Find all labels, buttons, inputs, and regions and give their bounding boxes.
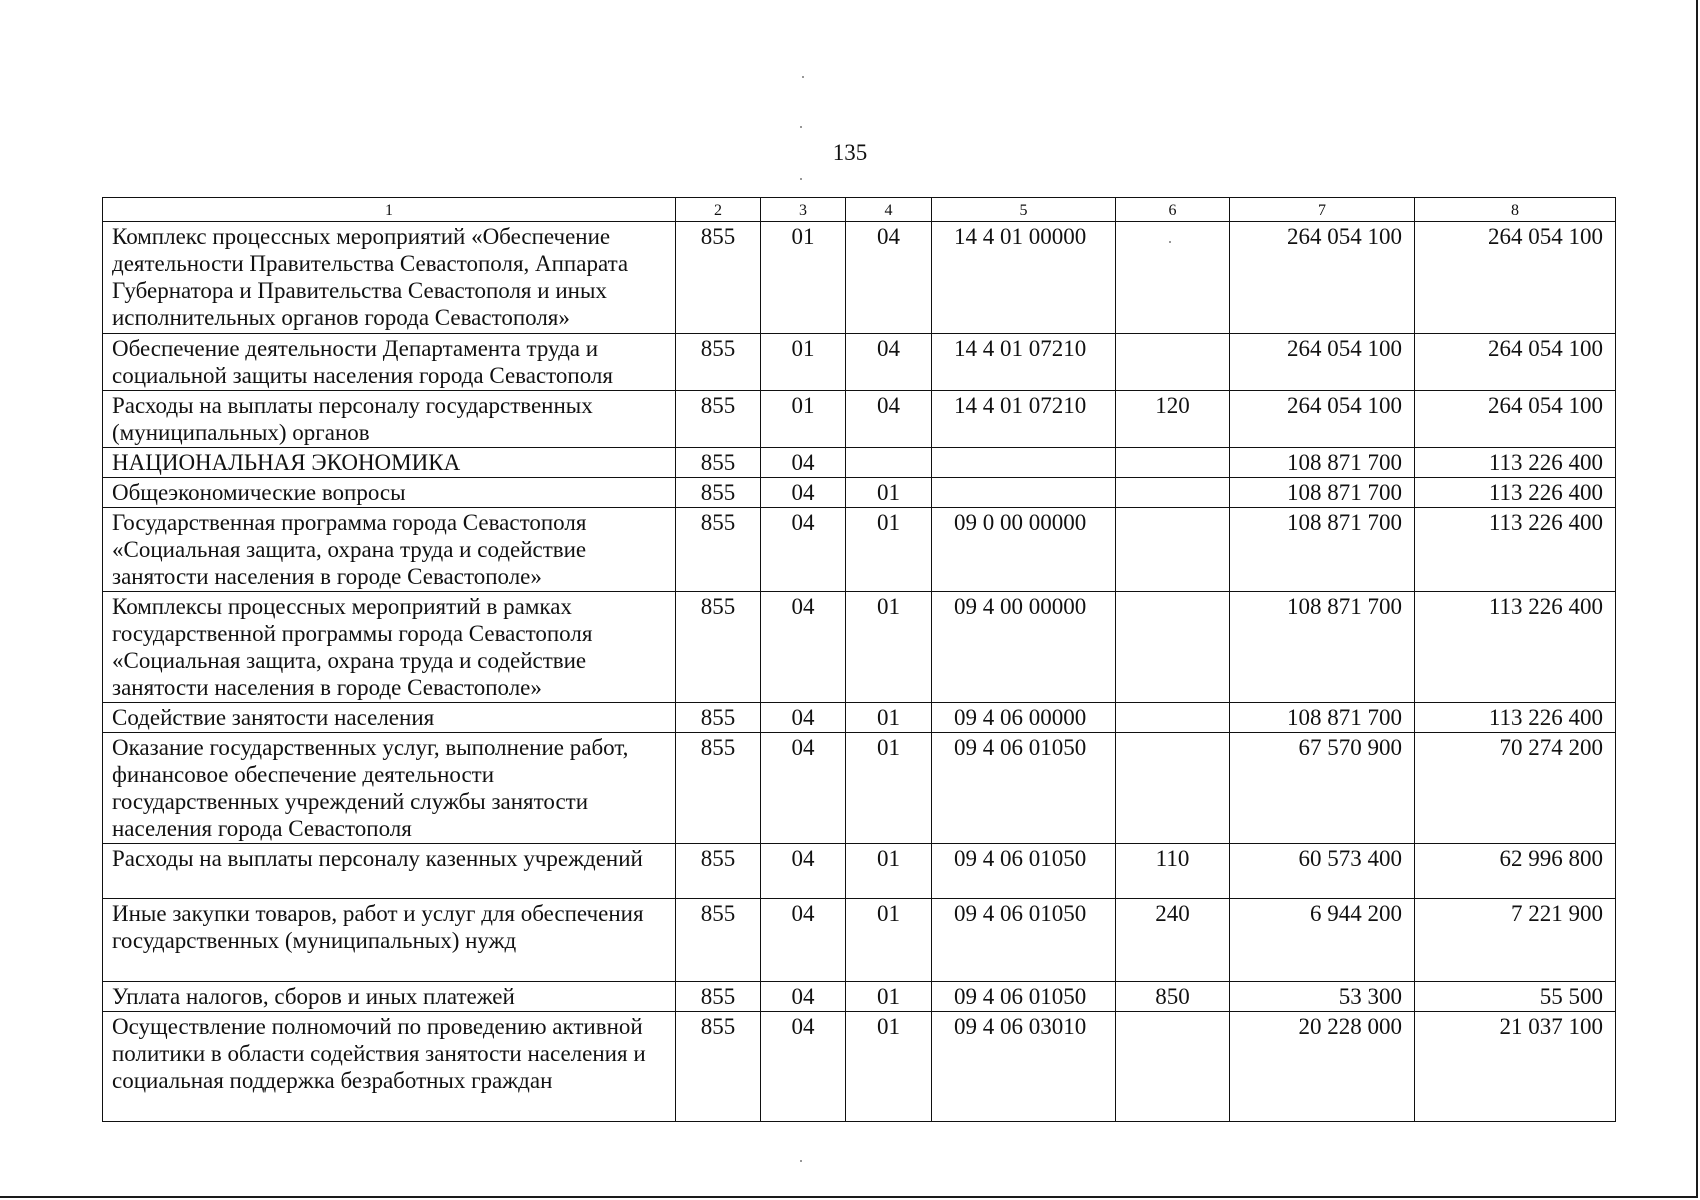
row-target-article: 14 4 01 00000 bbox=[932, 222, 1116, 334]
row-amount-year1: 20 228 000 bbox=[1230, 1012, 1415, 1122]
row-target-article bbox=[932, 448, 1116, 478]
row-expense-type: 120 bbox=[1116, 391, 1230, 448]
scan-speck bbox=[800, 1160, 802, 1162]
row-expense-type bbox=[1116, 508, 1230, 592]
row-subsection-code: 01 bbox=[846, 899, 932, 982]
table-row bbox=[103, 222, 1616, 334]
row-expense-type: 850 bbox=[1116, 982, 1230, 1012]
scan-speck bbox=[1169, 241, 1171, 243]
row-amount-year1: 60 573 400 bbox=[1230, 844, 1415, 899]
row-amount-year1: 108 871 700 bbox=[1230, 448, 1415, 478]
row-expense-type: 240 bbox=[1116, 899, 1230, 982]
row-grbs-code: 855 bbox=[676, 448, 761, 478]
row-amount-year1: 6 944 200 bbox=[1230, 899, 1415, 982]
row-grbs-code: 855 bbox=[676, 222, 761, 334]
column-number: 5 bbox=[932, 198, 1116, 222]
row-expense-type bbox=[1116, 448, 1230, 478]
row-grbs-code: 855 bbox=[676, 703, 761, 733]
row-section-code: 04 bbox=[761, 844, 846, 899]
row-name: Общеэкономические вопросы bbox=[103, 478, 676, 508]
table-row bbox=[103, 703, 1616, 733]
row-target-article: 14 4 01 07210 bbox=[932, 391, 1116, 448]
row-expense-type bbox=[1116, 478, 1230, 508]
row-section-code: 04 bbox=[761, 899, 846, 982]
row-amount-year2: 264 054 100 bbox=[1415, 391, 1616, 448]
row-name: НАЦИОНАЛЬНАЯ ЭКОНОМИКА bbox=[103, 448, 676, 478]
table-row bbox=[103, 334, 1616, 391]
table-row bbox=[103, 899, 1616, 982]
row-amount-year2: 113 226 400 bbox=[1415, 448, 1616, 478]
row-name: Расходы на выплаты персоналу казенных учреждений bbox=[103, 844, 676, 899]
row-expense-type bbox=[1116, 592, 1230, 703]
scan-speck bbox=[800, 126, 802, 128]
row-section-code: 01 bbox=[761, 391, 846, 448]
row-section-code: 04 bbox=[761, 982, 846, 1012]
scan-speck bbox=[800, 178, 802, 180]
row-name: Иные закупки товаров, работ и услуг для обеспечения государственных (муниципальных) нужд bbox=[103, 899, 676, 982]
row-section-code: 01 bbox=[761, 222, 846, 334]
row-amount-year1: 108 871 700 bbox=[1230, 478, 1415, 508]
row-target-article bbox=[932, 478, 1116, 508]
row-grbs-code: 855 bbox=[676, 844, 761, 899]
row-subsection-code: 01 bbox=[846, 478, 932, 508]
row-expense-type bbox=[1116, 703, 1230, 733]
row-target-article: 09 0 00 00000 bbox=[932, 508, 1116, 592]
row-section-code: 04 bbox=[761, 508, 846, 592]
row-amount-year2: 113 226 400 bbox=[1415, 592, 1616, 703]
row-amount-year1: 264 054 100 bbox=[1230, 334, 1415, 391]
table-row bbox=[103, 844, 1616, 899]
row-grbs-code: 855 bbox=[676, 982, 761, 1012]
row-expense-type bbox=[1116, 334, 1230, 391]
row-grbs-code: 855 bbox=[676, 478, 761, 508]
row-name: Содействие занятости населения bbox=[103, 703, 676, 733]
row-section-code: 04 bbox=[761, 1012, 846, 1122]
row-section-code: 04 bbox=[761, 703, 846, 733]
row-amount-year1: 108 871 700 bbox=[1230, 703, 1415, 733]
column-number: 4 bbox=[846, 198, 932, 222]
row-amount-year1: 264 054 100 bbox=[1230, 222, 1415, 334]
row-section-code: 04 bbox=[761, 448, 846, 478]
row-name: Оказание государственных услуг, выполнение работ, финансовое обеспечение деятельности государственных учреждений службы занятости населения города Севастополя bbox=[103, 733, 676, 844]
row-expense-type bbox=[1116, 1012, 1230, 1122]
row-subsection-code: 01 bbox=[846, 733, 932, 844]
column-number: 6 bbox=[1116, 198, 1230, 222]
row-subsection-code: 01 bbox=[846, 592, 932, 703]
column-number-row bbox=[103, 198, 1616, 222]
column-number: 2 bbox=[676, 198, 761, 222]
column-number: 7 bbox=[1230, 198, 1415, 222]
table-row bbox=[103, 1012, 1616, 1122]
row-grbs-code: 855 bbox=[676, 899, 761, 982]
row-target-article: 09 4 06 00000 bbox=[932, 703, 1116, 733]
row-section-code: 01 bbox=[761, 334, 846, 391]
row-amount-year2: 113 226 400 bbox=[1415, 478, 1616, 508]
table-row bbox=[103, 592, 1616, 703]
table-row bbox=[103, 448, 1616, 478]
table-row bbox=[103, 478, 1616, 508]
row-subsection-code: 04 bbox=[846, 222, 932, 334]
row-amount-year1: 108 871 700 bbox=[1230, 592, 1415, 703]
column-number: 1 bbox=[103, 198, 676, 222]
page-number: 135 bbox=[832, 140, 868, 165]
row-subsection-code: 01 bbox=[846, 1012, 932, 1122]
row-target-article: 09 4 06 03010 bbox=[932, 1012, 1116, 1122]
budget-table bbox=[102, 197, 1616, 1122]
row-amount-year2: 7 221 900 bbox=[1415, 899, 1616, 982]
table-row bbox=[103, 982, 1616, 1012]
row-grbs-code: 855 bbox=[676, 733, 761, 844]
row-amount-year2: 113 226 400 bbox=[1415, 508, 1616, 592]
row-section-code: 04 bbox=[761, 592, 846, 703]
row-amount-year2: 55 500 bbox=[1415, 982, 1616, 1012]
row-subsection-code: 01 bbox=[846, 508, 932, 592]
row-expense-type bbox=[1116, 733, 1230, 844]
row-name: Уплата налогов, сборов и иных платежей bbox=[103, 982, 676, 1012]
row-amount-year2: 21 037 100 bbox=[1415, 1012, 1616, 1122]
row-amount-year1: 53 300 bbox=[1230, 982, 1415, 1012]
row-target-article: 09 4 06 01050 bbox=[932, 733, 1116, 844]
row-target-article: 09 4 06 01050 bbox=[932, 982, 1116, 1012]
row-target-article: 09 4 06 01050 bbox=[932, 899, 1116, 982]
row-name: Обеспечение деятельности Департамента труда и социальной защиты населения города Севастополя bbox=[103, 334, 676, 391]
row-target-article: 14 4 01 07210 bbox=[932, 334, 1116, 391]
table-row bbox=[103, 508, 1616, 592]
table-row bbox=[103, 733, 1616, 844]
row-grbs-code: 855 bbox=[676, 334, 761, 391]
row-section-code: 04 bbox=[761, 733, 846, 844]
row-amount-year2: 113 226 400 bbox=[1415, 703, 1616, 733]
row-grbs-code: 855 bbox=[676, 508, 761, 592]
row-target-article: 09 4 00 00000 bbox=[932, 592, 1116, 703]
row-name: Расходы на выплаты персоналу государственных (муниципальных) органов bbox=[103, 391, 676, 448]
row-amount-year1: 264 054 100 bbox=[1230, 391, 1415, 448]
row-amount-year2: 264 054 100 bbox=[1415, 222, 1616, 334]
scan-speck bbox=[802, 76, 804, 78]
row-subsection-code: 01 bbox=[846, 844, 932, 899]
row-subsection-code: 01 bbox=[846, 982, 932, 1012]
row-name: Комплекс процессных мероприятий «Обеспечение деятельности Правительства Севастополя, Аппарата Губернатора и Правительства Севастополя и иных исполнительных органов города Севастополя» bbox=[103, 222, 676, 334]
row-amount-year2: 264 054 100 bbox=[1415, 334, 1616, 391]
row-expense-type: 110 bbox=[1116, 844, 1230, 899]
row-amount-year1: 108 871 700 bbox=[1230, 508, 1415, 592]
row-grbs-code: 855 bbox=[676, 391, 761, 448]
column-number: 8 bbox=[1415, 198, 1616, 222]
row-name: Государственная программа города Севастополя «Социальная защита, охрана труда и содействие занятости населения в городе Севастополе» bbox=[103, 508, 676, 592]
row-amount-year2: 62 996 800 bbox=[1415, 844, 1616, 899]
row-name: Комплексы процессных мероприятий в рамках государственной программы города Севастополя «Социальная защита, охрана труда и содействие занятости населения в городе Севастополе» bbox=[103, 592, 676, 703]
row-subsection-code: 01 bbox=[846, 703, 932, 733]
row-target-article: 09 4 06 01050 bbox=[932, 844, 1116, 899]
row-subsection-code bbox=[846, 448, 932, 478]
table-row bbox=[103, 391, 1616, 448]
row-subsection-code: 04 bbox=[846, 334, 932, 391]
row-subsection-code: 04 bbox=[846, 391, 932, 448]
column-number: 3 bbox=[761, 198, 846, 222]
row-section-code: 04 bbox=[761, 478, 846, 508]
row-grbs-code: 855 bbox=[676, 592, 761, 703]
row-grbs-code: 855 bbox=[676, 1012, 761, 1122]
row-amount-year1: 67 570 900 bbox=[1230, 733, 1415, 844]
row-name: Осуществление полномочий по проведению активной политики в области содействия занятости населения и социальная поддержка безработных граждан bbox=[103, 1012, 676, 1122]
row-amount-year2: 70 274 200 bbox=[1415, 733, 1616, 844]
row-expense-type bbox=[1116, 222, 1230, 334]
